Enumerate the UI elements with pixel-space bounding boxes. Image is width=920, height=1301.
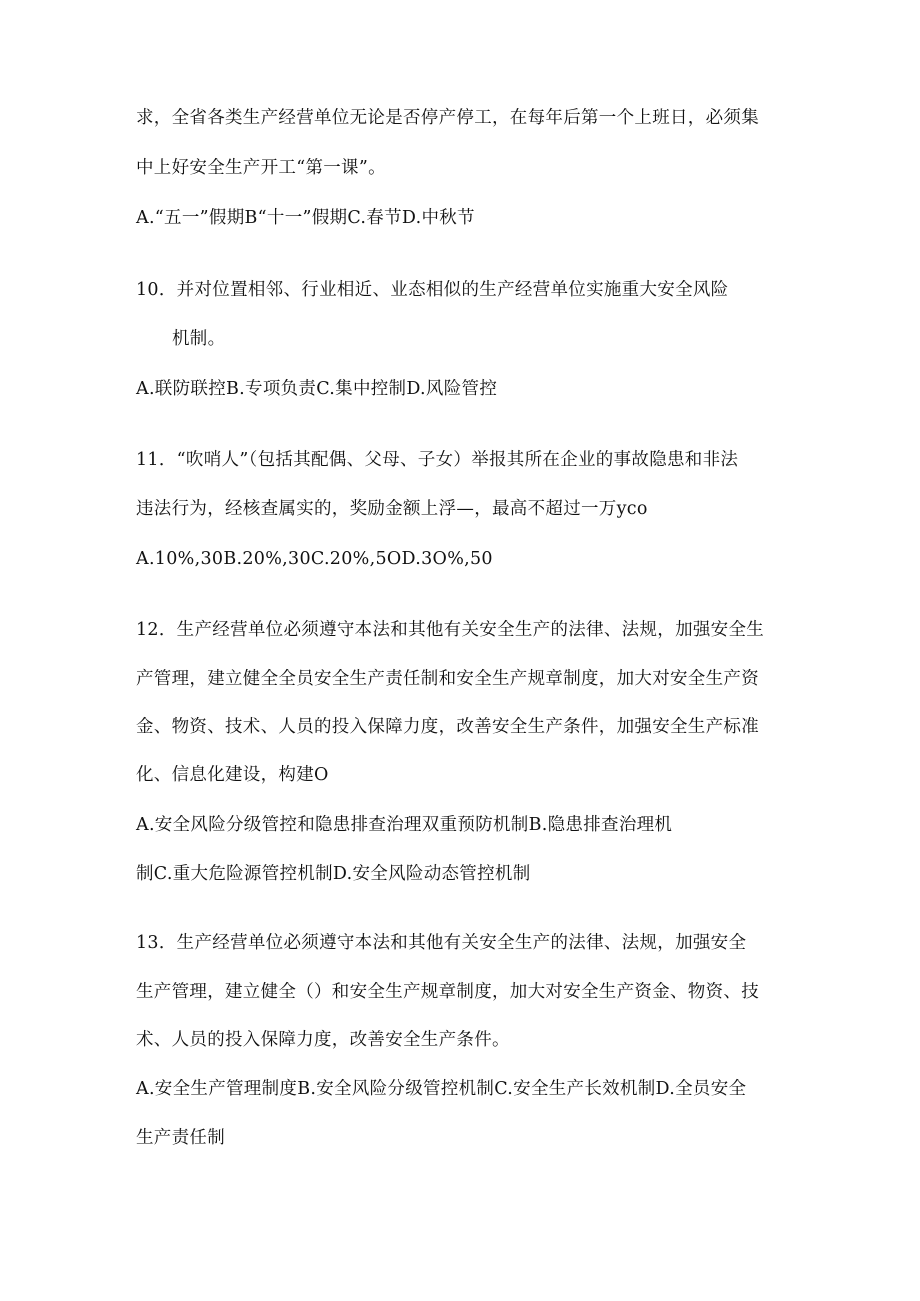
question-10-stem: 10．并对位置相邻、行业相近、业态相似的生产经营单位实施重大安全风险	[136, 280, 729, 300]
question-11-stem: 11．“吹哨人”（包括其配偶、父母、子女）举报其所在企业的事故隐患和非法	[136, 450, 739, 470]
text-line: 化、信息化建设，构建O	[136, 765, 329, 785]
question-9-options: A.“五一”假期B“十一”假期C.春节D.中秋节	[136, 208, 475, 228]
question-13-options: A.安全生产管理制度B.安全风险分级管控机制C.安全生产长效机制D.全员安全	[136, 1079, 747, 1099]
text-line: 金、物资、技术、人员的投入保障力度，改善安全生产条件，加强安全生产标准	[136, 717, 759, 737]
question-13-stem: 13．生产经营单位必须遵守本法和其他有关安全生产的法律、法规，加强安全	[136, 933, 747, 953]
question-12-options: A.安全风险分级管控和隐患排查治理双重预防机制B.隐患排查治理机	[136, 815, 673, 835]
text-line: 求，全省各类生产经营单位无论是否停产停工，在每年后第一个上班日，必须集	[136, 108, 759, 128]
text-line: 生产责任制	[136, 1128, 225, 1148]
text-line: 产管理，建立健全全员安全生产责任制和安全生产规章制度，加大对安全生产资	[136, 669, 759, 689]
text-line: 违法行为，经核查属实的，奖励金额上浮—，最高不超过一万yco	[136, 499, 648, 519]
text-line: 机制。	[172, 329, 226, 349]
text-line: 中上好安全生产开工“第一课”。	[136, 158, 386, 178]
text-line: 制C.重大危险源管控机制D.安全风险动态管控机制	[136, 864, 531, 884]
text-line: 生产管理，建立健全（）和安全生产规章制度，加大对安全生产资金、物资、技	[136, 982, 759, 1002]
text-line: 术、人员的投入保障力度，改善安全生产条件。	[136, 1030, 510, 1050]
question-11-options: A.10%,30B.20%,30C.20%,5OD.3O%,50	[136, 549, 493, 569]
question-12-stem: 12．生产经营单位必须遵守本法和其他有关安全生产的法律、法规，加强安全生	[136, 620, 765, 640]
question-10-options: A.联防联控B.专项负责C.集中控制D.风险管控	[136, 379, 498, 399]
